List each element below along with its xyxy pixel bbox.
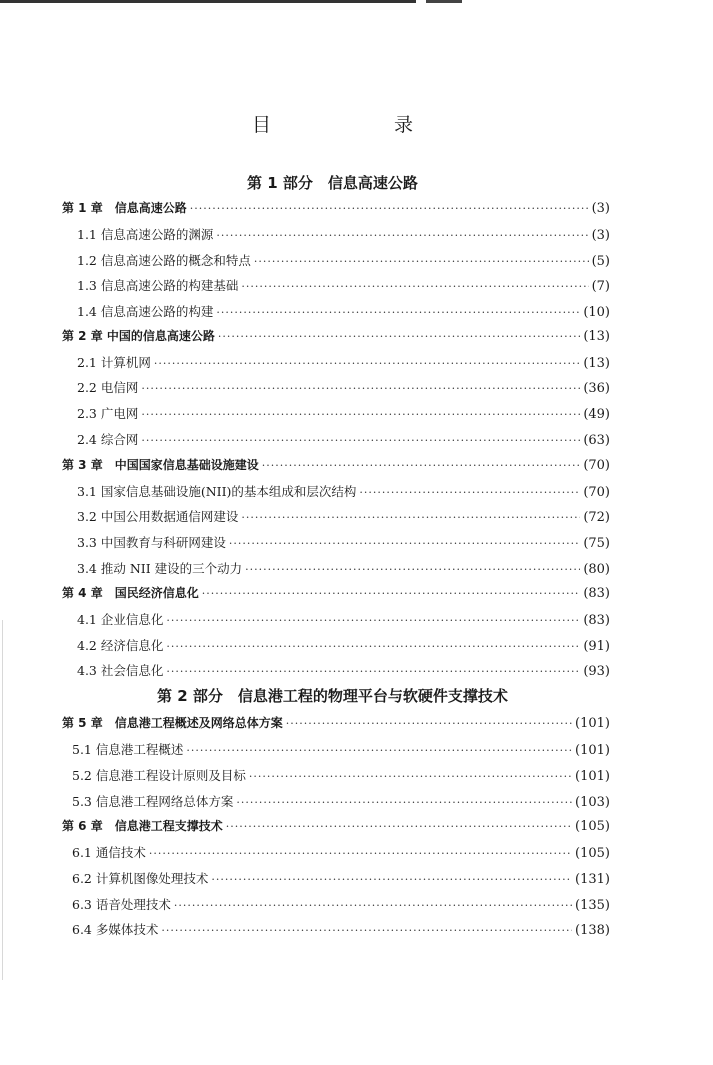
section-title: 6.2 计算机图像处理技术	[72, 871, 209, 886]
page-number: (105)	[575, 846, 610, 861]
toc-chapter-row[interactable]	[62, 584, 610, 601]
toc-section-row[interactable]	[77, 507, 610, 525]
dot-leader	[236, 796, 572, 809]
chapter-title: 第 1 章 信息高速公路	[62, 201, 187, 215]
toc-section-row[interactable]	[77, 353, 610, 371]
dot-leader	[359, 486, 580, 499]
dot-leader	[286, 717, 572, 730]
page-number: (13)	[583, 329, 610, 344]
page-number: (131)	[575, 872, 610, 887]
page-number: (103)	[575, 795, 610, 810]
toc-section-row[interactable]	[72, 843, 610, 861]
toc-section-row[interactable]	[77, 378, 610, 396]
dot-leader	[218, 330, 580, 343]
page-number: (101)	[575, 743, 610, 758]
dot-leader	[249, 770, 572, 783]
page-number: (93)	[583, 664, 610, 679]
chapter-title: 第 5 章 信息港工程概述及网络总体方案	[62, 716, 283, 730]
chapter-title: 第 4 章 国民经济信息化	[62, 586, 199, 600]
page-number: (83)	[583, 586, 610, 601]
part-heading: 第 1 部分 信息高速公路	[247, 174, 418, 192]
page-number: (72)	[583, 510, 610, 525]
section-title: 5.3 信息港工程网络总体方案	[72, 794, 234, 809]
section-title: 1.1 信息高速公路的渊源	[77, 227, 214, 242]
dot-leader	[229, 537, 580, 550]
section-title: 2.4 综合网	[77, 432, 139, 447]
page-number: (10)	[583, 305, 610, 320]
dot-leader	[254, 255, 589, 268]
page-number: (101)	[575, 769, 610, 784]
section-title: 6.3 语音处理技术	[72, 897, 171, 912]
toc-section-row[interactable]	[72, 792, 610, 810]
section-title: 3.4 推动 NII 建设的三个动力	[77, 561, 243, 576]
toc-chapter-row[interactable]	[62, 817, 610, 834]
section-title: 1.2 信息高速公路的概念和特点	[77, 253, 251, 268]
toc-chapter-row[interactable]	[62, 199, 610, 216]
section-title: 4.2 经济信息化	[77, 638, 164, 653]
section-title: 2.2 电信网	[77, 380, 139, 395]
scan-edge-line	[0, 0, 416, 3]
dot-leader	[216, 306, 580, 319]
page-number: (36)	[583, 381, 610, 396]
toc-section-row[interactable]	[77, 636, 610, 654]
toc-section-row[interactable]	[77, 559, 610, 577]
dot-leader	[211, 873, 572, 886]
dot-leader	[216, 229, 588, 242]
toc-section-row[interactable]	[77, 404, 610, 422]
page-number: (135)	[575, 898, 610, 913]
chapter-title: 第 3 章 中国国家信息基础设施建设	[62, 458, 259, 472]
scan-margin-line	[2, 620, 3, 980]
toc-section-row[interactable]	[72, 895, 610, 913]
dot-leader	[174, 899, 572, 912]
section-title: 2.3 广电网	[77, 406, 139, 421]
page-number: (3)	[591, 228, 610, 243]
chapter-title: 第 2 章 中国的信息高速公路	[62, 329, 215, 343]
toc-section-row[interactable]	[77, 276, 610, 294]
toc-section-row[interactable]	[77, 533, 610, 551]
page-number: (49)	[583, 407, 610, 422]
toc-section-row[interactable]	[77, 610, 610, 628]
page-number: (75)	[583, 536, 610, 551]
dot-leader	[141, 408, 580, 421]
page-number: (101)	[575, 716, 610, 731]
part-heading: 第 2 部分 信息港工程的物理平台与软硬件支撑技术	[157, 687, 508, 705]
dot-leader	[161, 924, 572, 937]
section-title: 3.1 国家信息基础设施(NII)的基本组成和层次结构	[77, 484, 357, 499]
toc-chapter-row[interactable]	[62, 327, 610, 344]
toc-section-row[interactable]	[72, 869, 610, 887]
dot-leader	[202, 587, 581, 600]
toc-section-row[interactable]	[77, 302, 610, 320]
page-number: (70)	[583, 485, 610, 500]
page-number: (138)	[575, 923, 610, 938]
page-number: (13)	[583, 356, 610, 371]
page-number: (91)	[583, 639, 610, 654]
dot-leader	[262, 459, 581, 472]
page-title: 目 录	[251, 114, 465, 136]
page-number: (3)	[591, 201, 610, 216]
section-title: 4.1 企业信息化	[77, 612, 164, 627]
toc-section-row[interactable]	[77, 482, 610, 500]
section-title: 2.1 计算机网	[77, 355, 151, 370]
chapter-title: 第 6 章 信息港工程支撑技术	[62, 819, 223, 833]
section-title: 5.2 信息港工程设计原则及目标	[72, 768, 246, 783]
page-number: (80)	[583, 562, 610, 577]
page-number: (70)	[583, 458, 610, 473]
section-title: 6.1 通信技术	[72, 845, 146, 860]
toc-section-row[interactable]	[77, 251, 610, 269]
page-number: (105)	[575, 819, 610, 834]
toc-chapter-row[interactable]	[62, 714, 610, 731]
toc-section-row[interactable]	[72, 740, 610, 758]
dot-leader	[241, 280, 588, 293]
toc-section-row[interactable]	[77, 430, 610, 448]
section-title: 3.2 中国公用数据通信网建设	[77, 509, 239, 524]
section-title: 4.3 社会信息化	[77, 663, 164, 678]
dot-leader	[141, 434, 580, 447]
section-title: 1.3 信息高速公路的构建基础	[77, 278, 239, 293]
section-title: 1.4 信息高速公路的构建	[77, 304, 214, 319]
section-title: 5.1 信息港工程概述	[72, 742, 184, 757]
toc-section-row[interactable]	[72, 766, 610, 784]
page-number: (83)	[583, 613, 610, 628]
page-number: (7)	[591, 279, 610, 294]
toc-section-row[interactable]	[77, 225, 610, 243]
dot-leader	[241, 511, 580, 524]
section-title: 6.4 多媒体技术	[72, 922, 159, 937]
dot-leader	[245, 563, 580, 576]
dot-leader	[166, 665, 580, 678]
page-number: (63)	[583, 433, 610, 448]
dot-leader	[154, 357, 580, 370]
dot-leader	[190, 202, 589, 215]
page-number: (5)	[591, 254, 610, 269]
dot-leader	[149, 847, 572, 860]
toc-section-row[interactable]	[72, 920, 610, 938]
dot-leader	[166, 614, 580, 627]
dot-leader	[141, 382, 580, 395]
toc-chapter-row[interactable]	[62, 456, 610, 473]
toc-section-row[interactable]	[77, 661, 610, 679]
section-title: 3.3 中国教育与科研网建设	[77, 535, 226, 550]
dot-leader	[226, 820, 572, 833]
dot-leader	[186, 744, 572, 757]
dot-leader	[166, 640, 580, 653]
